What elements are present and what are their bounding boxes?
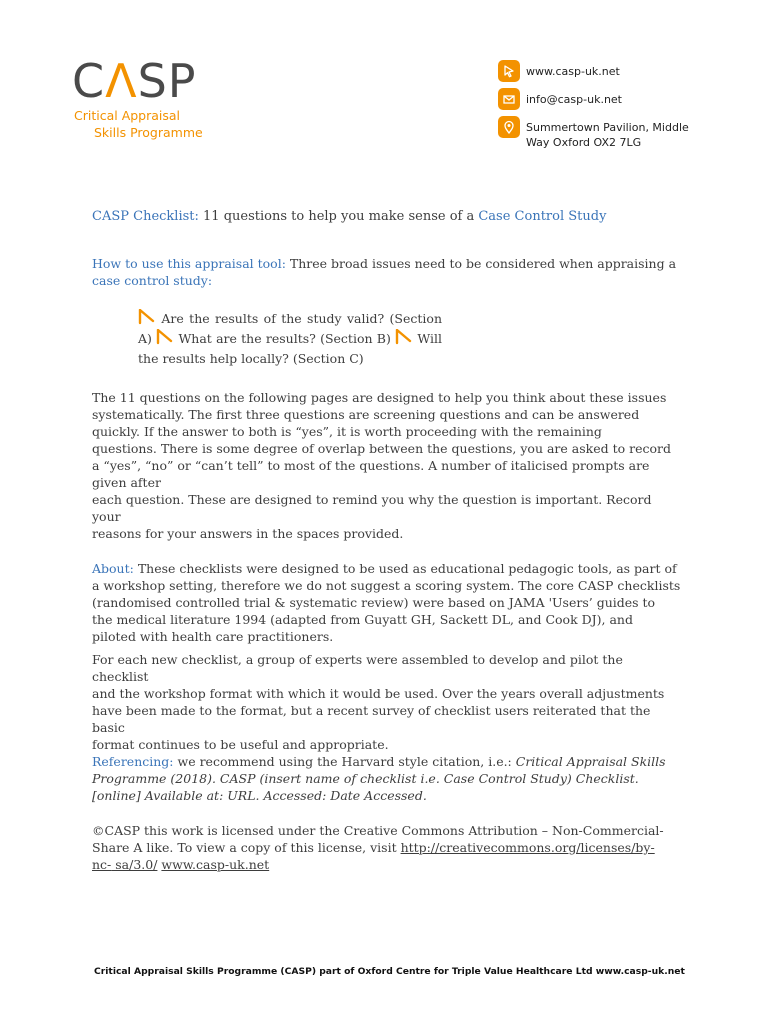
license-line2: Share A like. To view a copy of this license, visit — [92, 840, 401, 855]
about-paragraph — [92, 560, 682, 645]
arrow-bullet-icon — [395, 329, 413, 345]
referencing-paragraph — [92, 753, 682, 804]
question-section-c: Will the results help locally? (Section C) — [138, 331, 443, 366]
contact-web[interactable]: www.casp-uk.net — [526, 65, 620, 78]
intro-line: a “yes”, “no” or “can’t tell” to most of the questions. A number of italicised prompts are — [92, 458, 650, 473]
how-to-text: Three broad issues need to be considered when appraising a — [285, 256, 677, 271]
citation-line2: Programme (2018). CASP (insert name of checklist i.e. Case Control Study) Checklist. — [92, 771, 639, 786]
title-prefix: CASP Checklist: — [92, 209, 199, 224]
license-link-cont[interactable]: nc- — [92, 857, 112, 872]
cursor-icon — [498, 60, 520, 82]
about-line: (randomised controlled trial & systematic review) were based on JAMA 'Users’ guides to — [92, 595, 656, 610]
intro-line: systematically. The first three questions are screening questions and can be answered — [92, 407, 640, 422]
logo-a-mark: Λ — [105, 54, 138, 108]
dev-line: For each new checklist, a group of experts were assembled to develop and pilot the checklist — [92, 652, 623, 684]
arrow-bullet-icon — [156, 329, 174, 345]
license-link-sa[interactable]: sa/3.0/ — [111, 857, 158, 872]
page-title — [92, 208, 682, 225]
how-to-use — [92, 255, 682, 289]
intro-line: questions. There is some degree of overlap between the questions, you are asked to record — [92, 441, 671, 456]
intro-line: The 11 questions on the following pages are designed to help you think about these issues — [92, 390, 667, 405]
logo-subtitle-line2: Skills Programme — [94, 125, 203, 140]
citation-line1: Critical Appraisal Skills — [515, 754, 666, 769]
contact-email[interactable]: info@casp-uk.net — [526, 93, 622, 106]
intro-line: given after — [92, 475, 161, 490]
how-to-label: How to use this appraisal tool: — [92, 256, 286, 271]
envelope-icon — [498, 88, 520, 110]
title-study-type: Case Control Study — [478, 209, 607, 224]
license-paragraph — [92, 822, 682, 873]
intro-paragraph — [92, 389, 682, 542]
license-link[interactable]: http://creativecommons.org/licenses/by- — [400, 840, 655, 855]
location-pin-icon — [498, 116, 520, 138]
referencing-text: we recommend using the Harvard style citation, i.e.: — [173, 754, 516, 769]
address-line2: Way Oxford OX2 7LG — [526, 136, 642, 149]
contact-address — [526, 116, 689, 150]
question-section-b: What are the results? (Section B) — [178, 331, 391, 346]
address-line1: Summertown Pavilion, Middle — [526, 121, 689, 134]
title-middle: 11 questions to help you make sense of a — [198, 209, 479, 224]
license-line1: ©CASP this work is licensed under the Creative Commons Attribution – Non-Commercial- — [92, 823, 664, 838]
about-line: the medical literature 1994 (adapted from Guyatt GH, Sackett DL, and Cook DJ), and — [92, 612, 633, 627]
dev-line: and the workshop format with which it would be used. Over the years overall adjustments — [92, 686, 665, 701]
casp-logo — [72, 54, 232, 148]
casp-website-link[interactable]: www.casp-uk.net — [161, 857, 270, 872]
contact-block — [498, 60, 758, 156]
screening-questions — [138, 309, 442, 369]
how-to-link: case control study: — [92, 273, 213, 288]
intro-line: reasons for your answers in the spaces provided. — [92, 526, 404, 541]
about-line: a workshop setting, therefore we do not suggest a scoring system. The core CASP checklists — [92, 578, 681, 593]
dev-line: format continues to be useful and appropriate. — [92, 737, 389, 752]
citation-line3: [online] Available at: URL. Accessed: Date Accessed. — [92, 788, 427, 803]
referencing-label: Referencing: — [92, 754, 174, 769]
arrow-bullet-icon — [138, 309, 156, 325]
about-line: These checklists were designed to be used as educational pedagogic tools, as part of — [133, 561, 677, 576]
contact-address-row — [498, 116, 758, 150]
document-body — [92, 208, 682, 873]
dev-line: have been made to the format, but a recent survey of checklist users reiterated that the basic — [92, 703, 651, 735]
page-footer: Critical Appraisal Skills Programme (CASP) part of Oxford Centre for Triple Value Healthcare Ltd www.casp-uk.net — [94, 966, 685, 977]
intro-line: each question. These are designed to remind you why the question is important. Record your — [92, 492, 652, 524]
checklist-development-paragraph — [92, 651, 682, 753]
intro-line: quickly. If the answer to both is “yes”, it is worth proceeding with the remaining — [92, 424, 602, 439]
contact-email-row[interactable] — [498, 88, 758, 110]
contact-web-row[interactable] — [498, 60, 758, 82]
about-line: piloted with health care practitioners. — [92, 629, 334, 644]
logo-wordmark: CΛSP — [72, 54, 197, 108]
question-section-a: Are the results of the study valid? (Section A) — [138, 311, 442, 346]
about-label: About: — [92, 561, 134, 576]
logo-subtitle-line1: Critical Appraisal — [74, 108, 181, 123]
